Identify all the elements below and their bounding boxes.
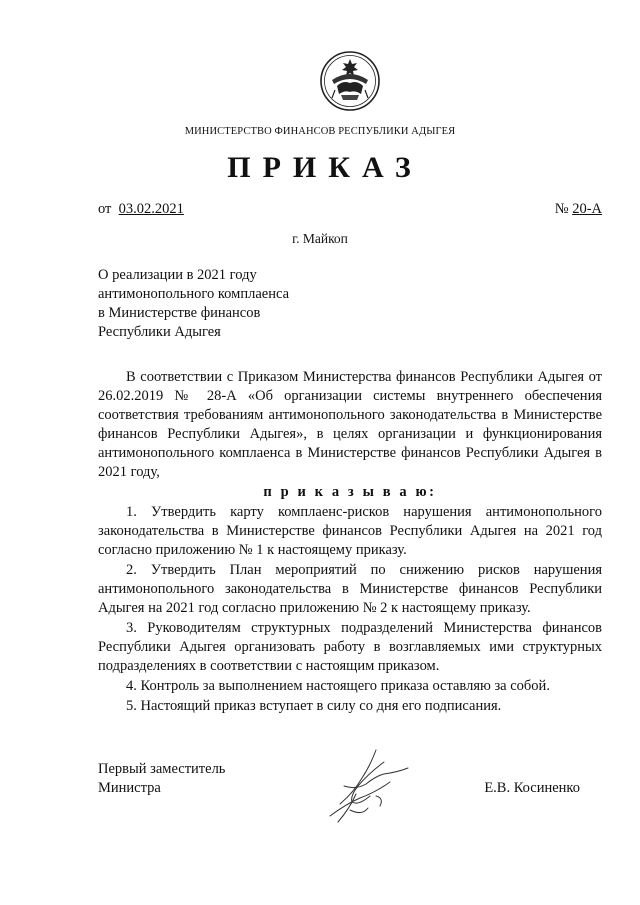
date-prefix: от xyxy=(98,201,112,217)
city: г. Майкоп xyxy=(292,231,348,246)
order-body xyxy=(98,368,602,716)
order-date-row xyxy=(98,200,184,219)
subject-line: О реализации в 2021 году xyxy=(98,267,257,283)
order-item: 1. Утвердить карту комплаенс-рисков нарушения антимонопольного законодательства в Министерстве финансов Республики Адыгея на 2021 год согласно приложению № 1 к настоящему приказу. xyxy=(98,504,602,558)
signer-position-line: Министра xyxy=(98,780,161,796)
order-item: 2. Утвердить План мероприятий по снижению рисков нарушения антимонопольного законодательства в Министерстве финансов Республики Адыгея на 2021 год согласно приложению № 2 к настоящему приказу. xyxy=(98,562,602,616)
number-prefix: № xyxy=(554,201,569,217)
subject-line: антимонопольного комплаенса xyxy=(98,286,289,302)
subject-line: Республики Адыгея xyxy=(98,324,221,340)
handwritten-signature-icon xyxy=(310,746,420,826)
order-item: 5. Настоящий приказ вступает в силу со дня его подписания. xyxy=(126,698,502,714)
ministry-name: МИНИСТЕРСТВО ФИНАНСОВ РЕСПУБЛИКИ АДЫГЕЯ xyxy=(184,126,456,137)
subject-line: в Министерстве финансов xyxy=(98,305,261,321)
preamble: В соответствии с Приказом Министерства финансов Республики Адыгея от 26.02.2019 № 28-А «Об организации системы внутреннего обеспечения соответствия требованиям антимонопольного законодательства в Министерстве финансов Республики Адыгея», в целях организации и функционирования антимонопольного комплаенса в Министерстве финансов Республики Адыгея в 2021 году, xyxy=(98,369,602,480)
order-subject xyxy=(98,266,289,342)
command-word: п р и к а з ы в а ю: xyxy=(263,484,437,500)
order-item: 4. Контроль за выполнением настоящего приказа оставляю за собой. xyxy=(126,678,550,694)
coat-of-arms-icon xyxy=(319,50,381,112)
order-number-row xyxy=(555,200,602,219)
order-date: 03.02.2021 xyxy=(118,201,184,217)
order-item: 3. Руководителям структурных подразделений Министерства финансов Республики Адыгея организовать работу в возглавляемых ими структурных подразделениях в соответствии с настоящим приказом. xyxy=(98,620,602,674)
signer-name: Е.В. Косиненко xyxy=(484,780,580,796)
signer-position-line: Первый заместитель xyxy=(98,761,226,777)
signer-position xyxy=(98,760,225,798)
order-number: 20-А xyxy=(572,201,602,217)
document-title: ПРИКАЗ xyxy=(227,151,423,184)
